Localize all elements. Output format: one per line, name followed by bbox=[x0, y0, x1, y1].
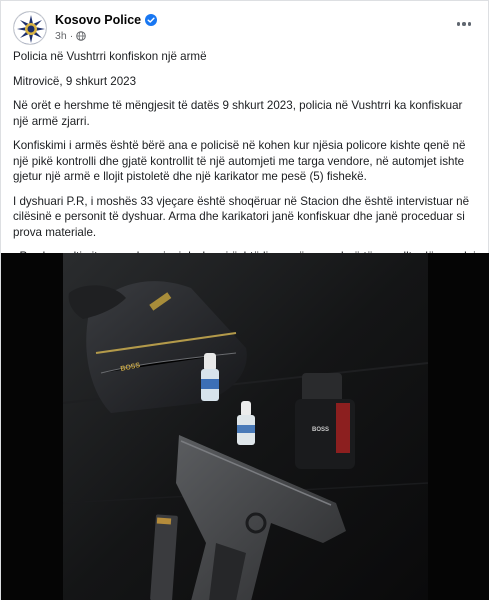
post-header bbox=[13, 11, 479, 45]
kosovo-police-avatar[interactable] bbox=[13, 11, 47, 45]
post-paragraph-headline: Policia në Vushtrri konfiskon një armë bbox=[13, 50, 207, 63]
meta-dot: · bbox=[69, 30, 74, 42]
post-time[interactable]: 3h bbox=[55, 30, 67, 42]
confiscated-items-photo bbox=[1, 253, 489, 600]
more-dot-icon bbox=[457, 22, 461, 26]
bag-brand-label: BOSS bbox=[119, 361, 141, 373]
globe-icon bbox=[76, 31, 86, 41]
police-emblem-icon bbox=[14, 12, 47, 45]
post-paragraph: Konfiskimi i armës është bërë ana e policisë në kohen kur njësia policore kishte qenë në një pikë kontrolli dhe gjatë kontrollit të një automjeti me targa vendore, në automjet ishte gjetur një armë e llojit pistoletë dhe një karikator me pesë (5) fishekë. bbox=[13, 139, 466, 183]
verified-badge-icon bbox=[145, 14, 157, 26]
bottle-brand-label: BOSS bbox=[312, 427, 330, 433]
post-paragraph: Në orët e hershme të mëngjesit të datës 9 shkurt 2023, policia në Vushtrri ka konfiskuar një armë zjarri. bbox=[13, 99, 463, 128]
post-meta bbox=[55, 29, 86, 43]
more-dot-icon bbox=[462, 22, 466, 26]
author-name[interactable]: Kosovo Police bbox=[55, 13, 142, 27]
author-row bbox=[55, 12, 157, 28]
more-options-button[interactable] bbox=[453, 15, 475, 33]
post-photo[interactable] bbox=[1, 253, 489, 600]
post-paragraph: I dyshuari P.R, i moshës 33 vjeçare është shoqëruar në Stacion dhe është intervistuar në cilësinë e personit të dyshuar. Arma dhe karikatori janë konfiskuar dhe janë proceduar si prova materiale. bbox=[13, 194, 470, 239]
post-paragraph-dateline: Mitrovicë, 9 shkurt 2023 bbox=[13, 74, 137, 88]
more-dot-icon bbox=[468, 22, 472, 26]
